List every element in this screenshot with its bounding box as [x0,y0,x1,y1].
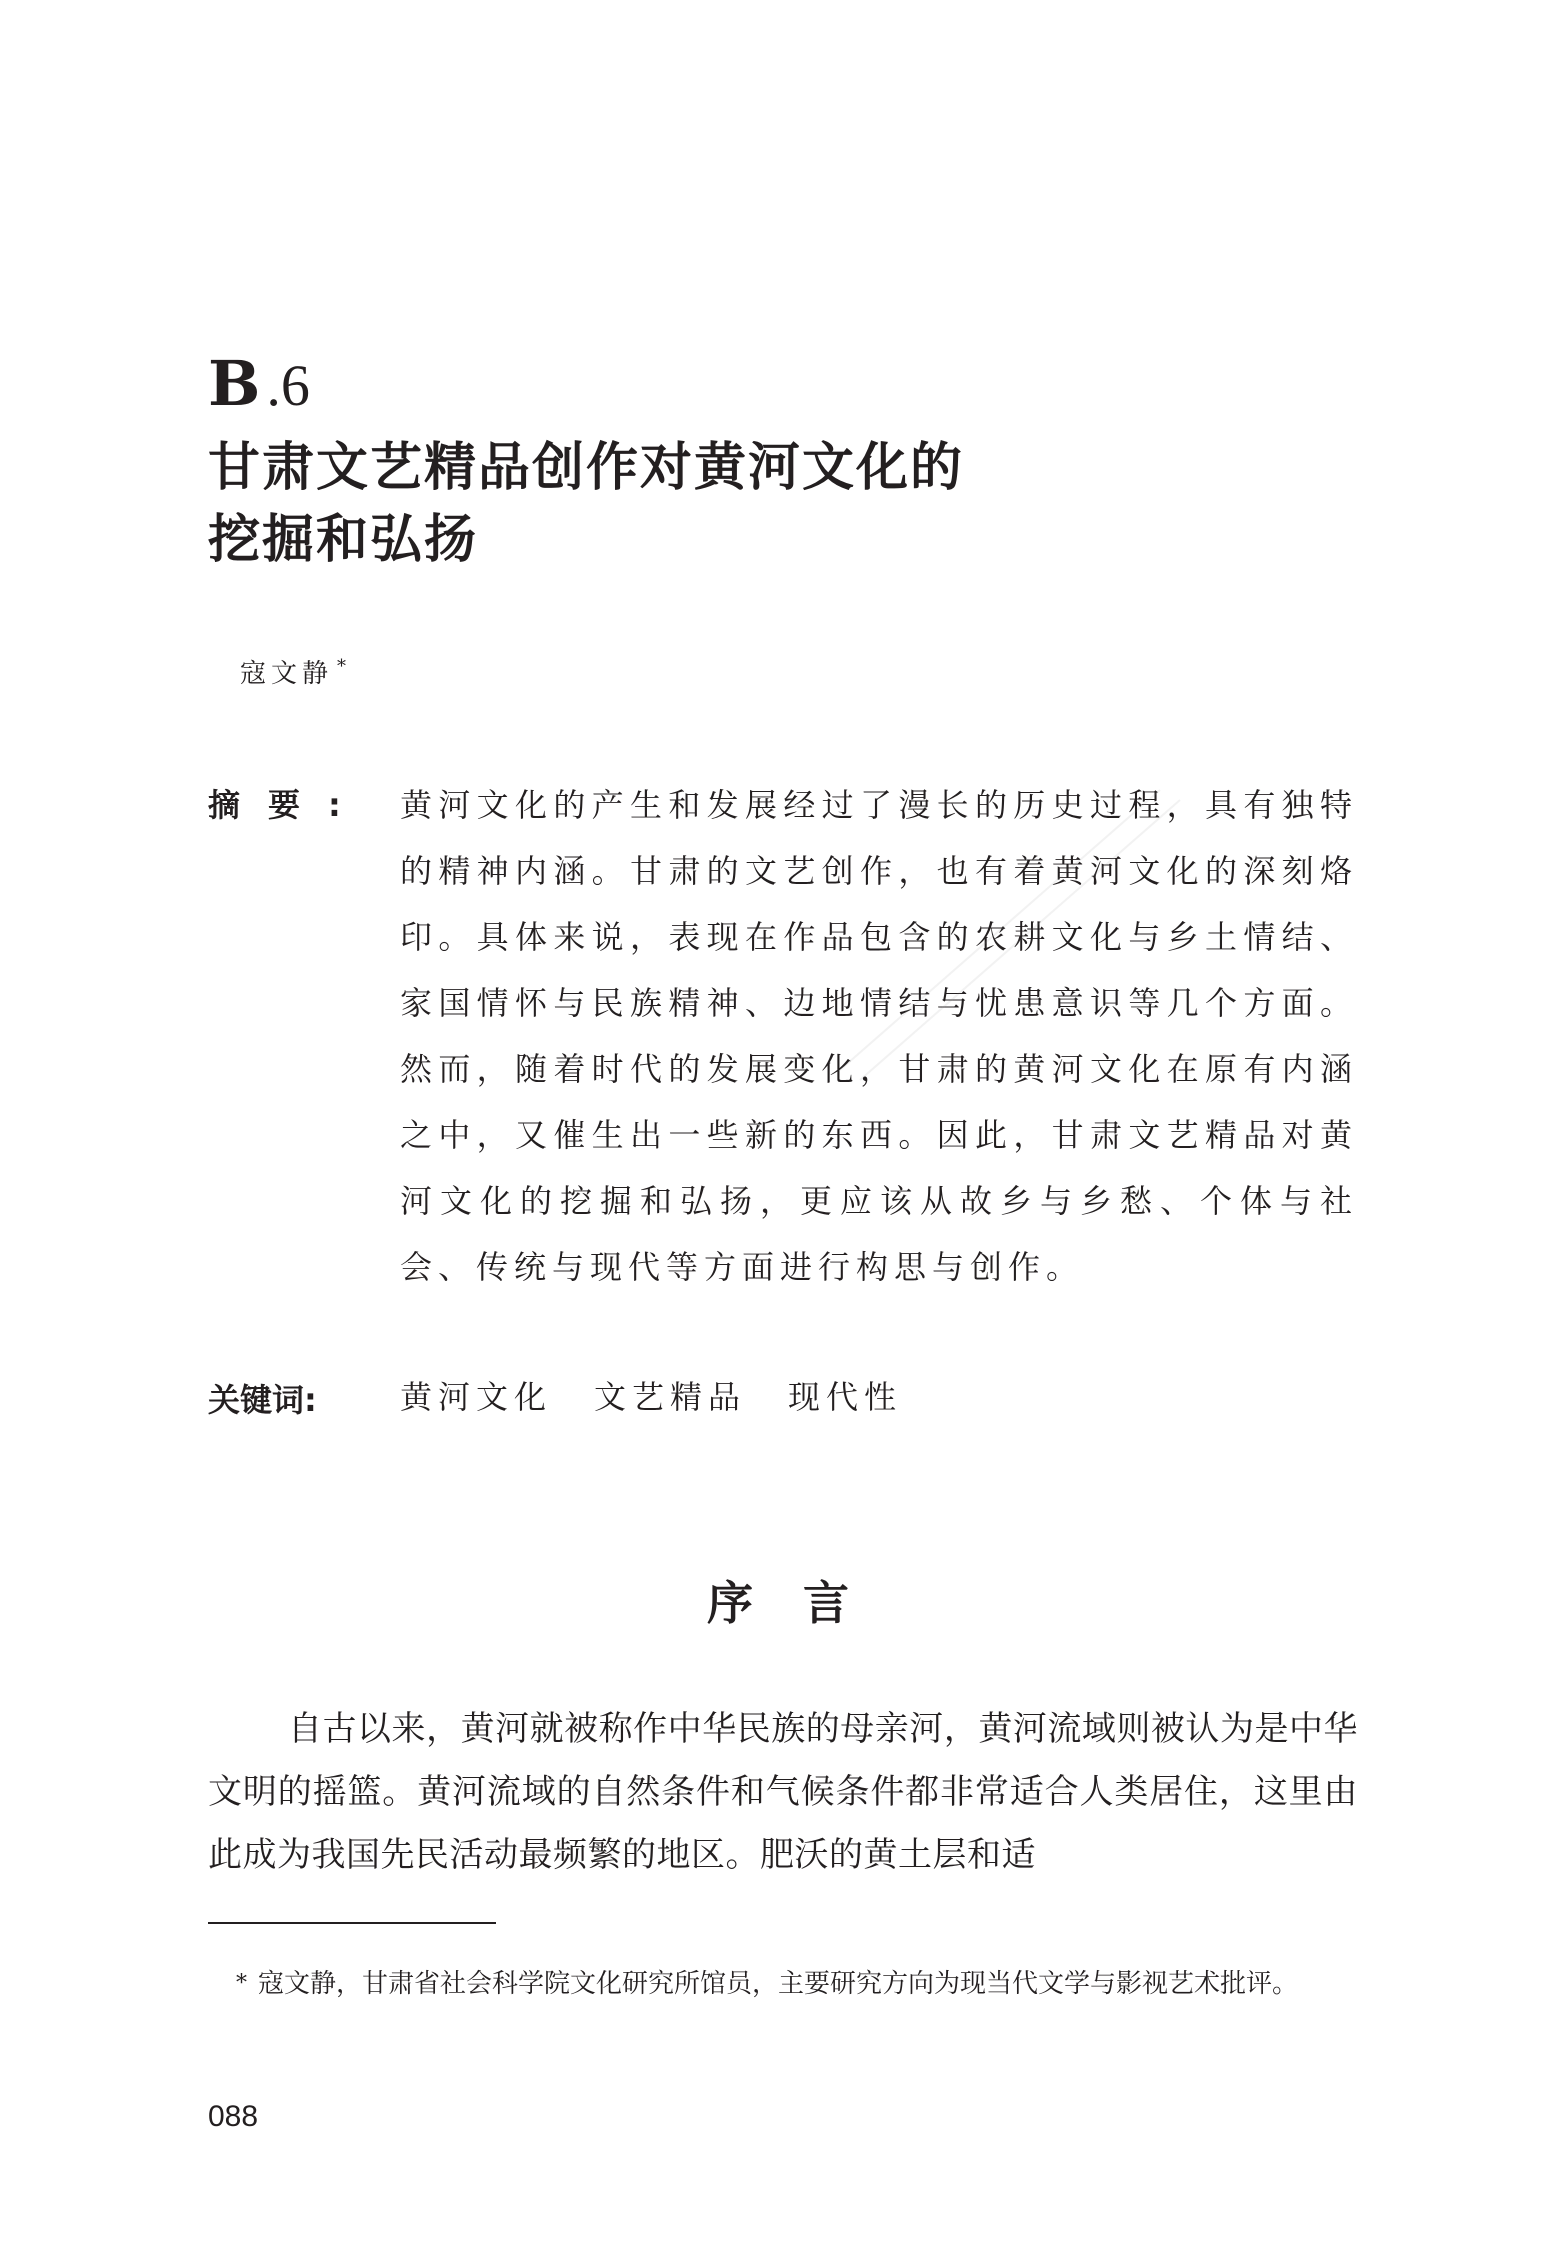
footnote-text: 寇文静，甘肃省社会科学院文化研究所馆员，主要研究方向为现当代文学与影视艺术批评。 [258,1969,1299,1999]
section-heading: 序言 [707,1576,899,1630]
body-paragraph: 自古以来，黄河就被称作中华民族的母亲河，黄河流域则被认为是中华文明的摇篮。黄河流域的自然条件和气候条件都非常适合人类居住，这里由此成为我国先民活动最频繁的地区。肥沃的黄土层和适 [208,1709,1358,1875]
keywords-label: 关键词: [208,1381,317,1419]
author-name: 寇文静 [240,659,334,689]
keywords-list [400,1372,902,1418]
chapter-letter: B [208,347,259,420]
page-title [208,432,964,576]
author-footnote-mark: * [337,656,352,678]
author [240,653,351,690]
keyword-item: 文艺精品 [594,1378,747,1416]
abstract-label: 摘要: [208,786,369,824]
keyword-item: 现代性 [788,1378,903,1416]
footnote [236,1962,1358,2006]
chapter-number: .6 [266,353,310,418]
footnote-divider [208,1922,496,1924]
footnote-mark: * [236,1971,247,1996]
abstract-text: 黄河文化的产生和发展经过了漫长的历史过程，具有独特的精神内涵。甘肃的文艺创作，也有着黄河文化的深刻烙印。具体来说，表现在作品包含的农耕文化与乡土情结、家国情怀与民族精神、边地情结与忧患意识等几个方面。然而，随着时代的发展变化，甘肃的黄河文化在原有内涵之中，又催生出一些新的东西。因此，甘肃文艺精品对黄河文化的挖掘和弘扬，更应该从故乡与乡愁、个体与社会、传统与现代等方面进行构思与创作。 [400,786,1358,1286]
chapter-mark [208,345,310,420]
title-line-2: 挖掘和弘扬 [208,509,479,570]
page-number: 088 [208,2100,259,2133]
keyword-item: 黄河文化 [400,1378,553,1416]
title-line-1: 甘肃文艺精品创作对黄河文化的 [208,437,965,498]
